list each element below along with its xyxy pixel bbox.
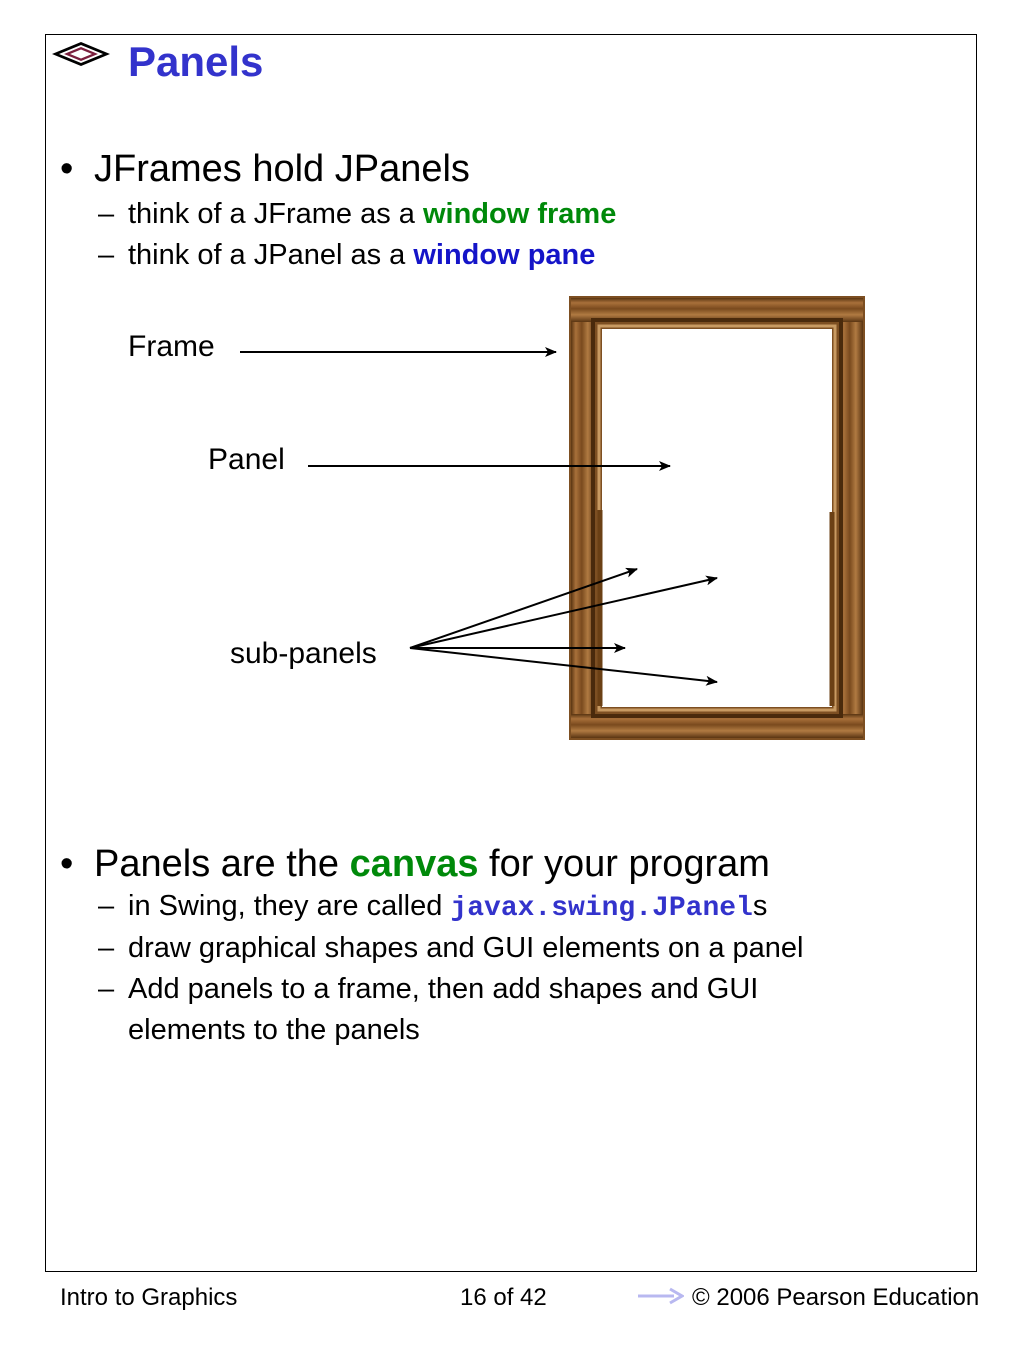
sub-bullet-1-2: – think of a JPanel as a window pane [98, 239, 596, 271]
sub-bullet-text: draw graphical shapes and GUI elements on a panel [128, 932, 804, 964]
bullet-2-suffix: for your program [478, 843, 770, 885]
footer-page-number: 16 of 42 [460, 1284, 547, 1311]
sub-bullet-2-3: – Add panels to a frame, then add shapes and GUI [98, 973, 759, 1005]
sub-bullet-suffix: s [752, 890, 768, 922]
page-title: Panels [128, 38, 264, 85]
sub-bullet-2-1: – in Swing, they are called javax.swing.JPanels [98, 890, 768, 924]
sub-bullet-text: think of a JFrame as a [128, 198, 423, 230]
bullet-dot: • [60, 148, 74, 190]
sub-bullet-text: in Swing, they are called [128, 890, 451, 922]
sub-bullet-text: think of a JPanel as a [128, 239, 414, 271]
highlight-window-frame: window frame [422, 198, 617, 230]
code-jpanel: javax.swing.JPanel [450, 893, 753, 924]
sub-bullet-text: Add panels to a frame, then add shapes and GUI [128, 973, 759, 1005]
sub-bullet-2-3-continued [128, 1014, 420, 1047]
sub-bullet-2-2: – draw graphical shapes and GUI elements on a panel [98, 932, 804, 964]
panel-label: Panel [208, 443, 285, 476]
frame-label: Frame [128, 330, 215, 363]
bullet-1 [60, 148, 470, 191]
subpanels-label: sub-panels [230, 637, 377, 670]
footer-copyright: © 2006 Pearson Education [692, 1284, 980, 1311]
sub-bullet-text: elements to the panels [128, 1014, 420, 1046]
sub-bullet-1-1: – think of a JFrame as a window frame [98, 198, 617, 230]
bullet-2 [60, 843, 770, 886]
highlight-window-pane: window pane [413, 239, 596, 271]
bullet-1-text: JFrames hold JPanels [94, 148, 470, 190]
diamond-bullet-icon [50, 40, 112, 68]
footer-arrow-icon [636, 1286, 684, 1306]
bullet-dot: • [60, 843, 74, 885]
bullet-2-text: Panels are the [94, 843, 350, 885]
footer-course-title: Intro to Graphics [60, 1284, 238, 1311]
highlight-canvas: canvas [349, 843, 479, 885]
